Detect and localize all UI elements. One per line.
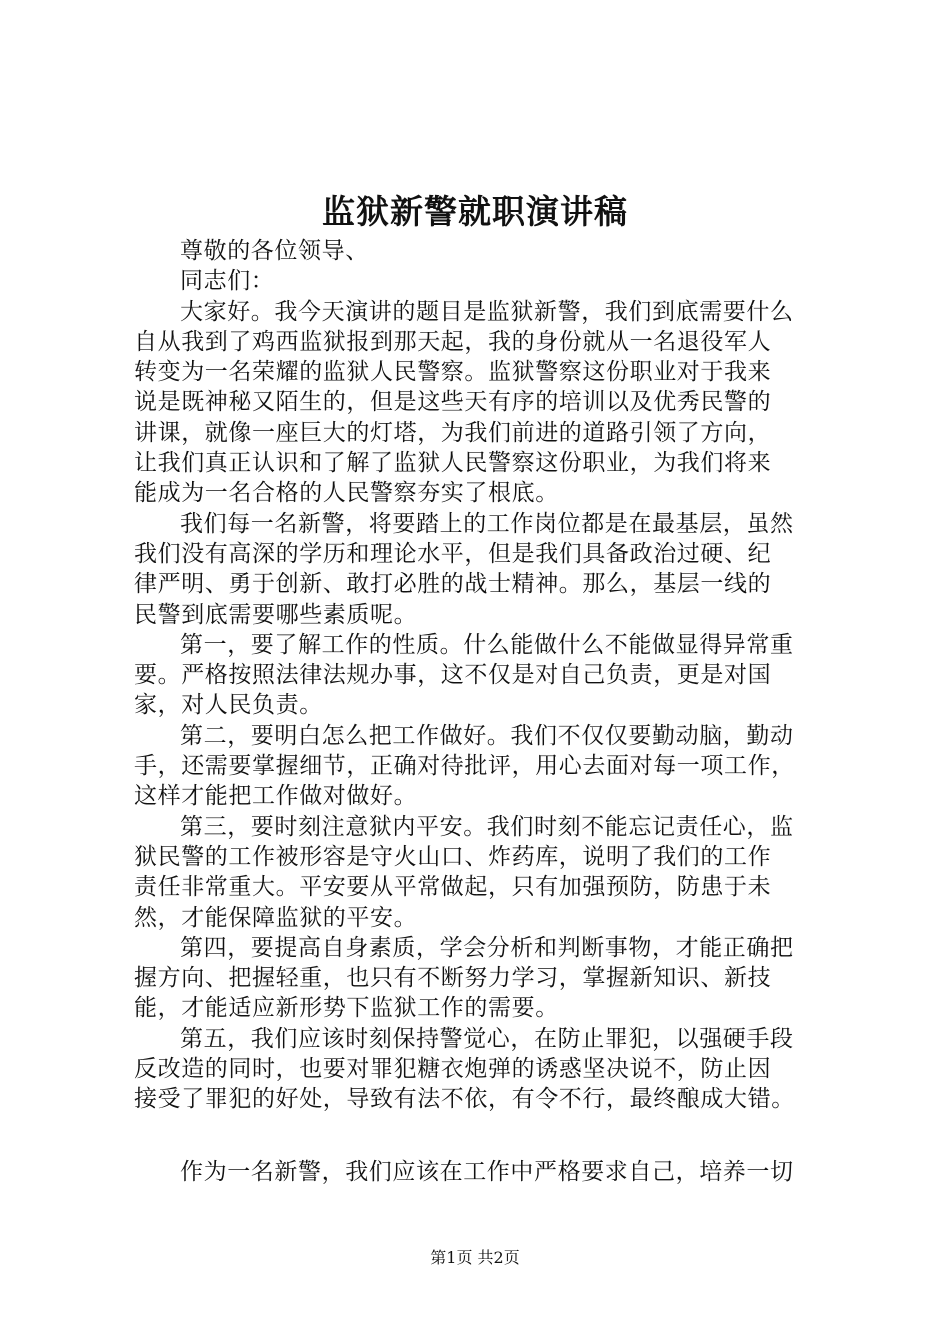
paragraph-line: 民警到底需要哪些素质呢。 [134, 601, 418, 628]
paragraph-line: 家，对人民负责。 [134, 692, 323, 719]
page-footer: 第1页 共2页 [430, 1248, 520, 1267]
paragraph-line: 让我们真正认识和了解了监狱人民警察这份职业，为我们将来 [134, 450, 772, 477]
paragraph-line: 第一，要了解工作的性质。什么能做什么不能做显得异常重 [180, 631, 794, 658]
paragraph-line: 握方向、把握轻重，也只有不断努力学习，掌握新知识、新技 [134, 965, 772, 992]
paragraph-line: 责任非常重大。平安要从平常做起，只有加强预防，防患于未 [134, 874, 772, 901]
paragraph-line: 第二，要明白怎么把工作做好。我们不仅仅要勤动脑，勤动 [180, 722, 794, 749]
paragraph-line: 接受了罪犯的好处，导致有法不依，有令不行，最终酿成大错。 [134, 1086, 795, 1113]
paragraph-line: 手，还需要掌握细节，正确对待批评，用心去面对每一项工作， [134, 753, 795, 780]
paragraph-line: 转变为一名荣耀的监狱人民警察。监狱警察这份职业对于我来 [134, 359, 772, 386]
paragraph-line: 狱民警的工作被形容是守火山口、炸药库，说明了我们的工作 [134, 843, 772, 870]
paragraph-line: 说是既神秘又陌生的，但是这些天有序的培训以及优秀民警的 [134, 389, 772, 416]
paragraph-line: 第五，我们应该时刻保持警觉心，在防止罪犯，以强硬手段 [180, 1025, 794, 1052]
paragraph-line: 大家好。我今天演讲的题目是监狱新警，我们到底需要什么 [180, 298, 794, 325]
paragraph-line: 律严明、勇于创新、敢打必胜的战士精神。那么，基层一线的 [134, 571, 772, 598]
paragraph-line: 第四，要提高自身素质，学会分析和判断事物，才能正确把 [180, 934, 794, 961]
paragraph-line: 第三，要时刻注意狱内平安。我们时刻不能忘记责任心，监 [180, 813, 794, 840]
paragraph-line: 自从我到了鸡西监狱报到那天起，我的身份就从一名退役军人 [134, 328, 772, 355]
document-body [134, 236, 834, 1187]
salutation-line: 同志们： [180, 268, 275, 295]
paragraph-line: 能成为一名合格的人民警察夯实了根底。 [134, 480, 559, 507]
document-title: 监狱新警就职演讲稿 [322, 192, 628, 231]
paragraph-line: 能，才能适应新形势下监狱工作的需要。 [134, 995, 559, 1022]
paragraph-line: 讲课，就像一座巨大的灯塔，为我们前进的道路引领了方向， [134, 419, 772, 446]
paragraph-line: 要。严格按照法律法规办事，这不仅是对自己负责，更是对国 [134, 662, 772, 689]
paragraph-line: 作为一名新警，我们应该在工作中严格要求自己，培养一切 [180, 1158, 794, 1185]
paragraph-line: 然，才能保障监狱的平安。 [134, 904, 418, 931]
paragraph-line: 反改造的同时，也要对罪犯糖衣炮弹的诱惑坚决说不，防止因 [134, 1056, 772, 1083]
salutation-line: 尊敬的各位领导、 [180, 238, 369, 264]
paragraph-line: 我们每一名新警，将要踏上的工作岗位都是在最基层，虽然 [180, 510, 794, 537]
paragraph-line: 这样才能把工作做对做好。 [134, 783, 418, 810]
paragraph-gap [134, 1115, 834, 1157]
paragraph-line: 我们没有高深的学历和理论水平，但是我们具备政治过硬、纪 [134, 540, 772, 567]
